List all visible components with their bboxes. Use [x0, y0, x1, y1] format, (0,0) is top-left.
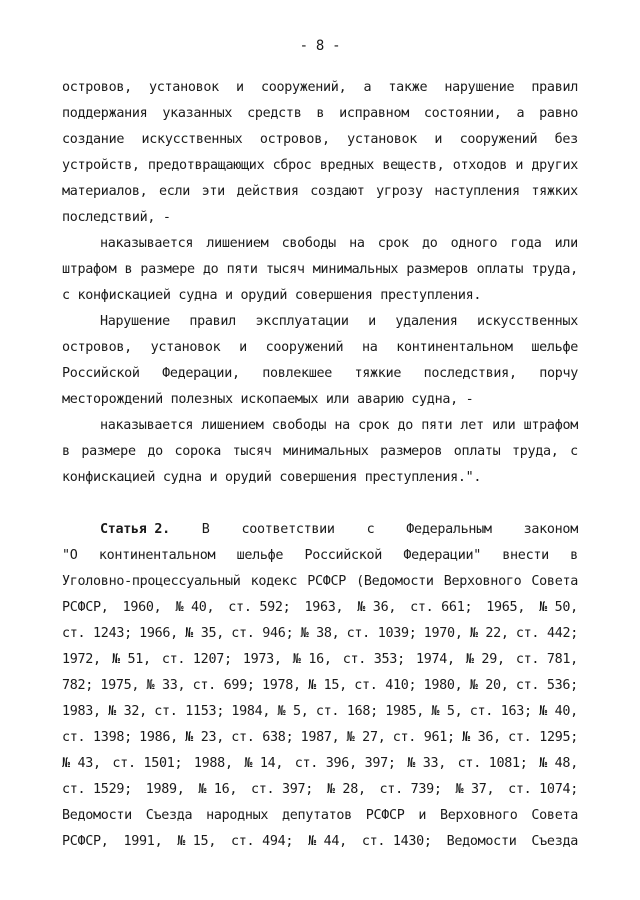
text-word: Федеральным	[406, 522, 492, 537]
text-line	[62, 364, 578, 384]
text-word: № 44,	[308, 834, 347, 849]
text-word: В	[201, 522, 210, 537]
text-word: до	[421, 236, 438, 251]
text-word: ст. 1074;	[508, 782, 578, 797]
text-word: ст. 946;	[231, 626, 294, 641]
text-word: порчу	[539, 366, 578, 381]
text-word: установок	[150, 340, 221, 355]
text-word: предотвращающих	[147, 158, 265, 173]
text-word: Федерации"	[403, 548, 481, 563]
text-word: на	[361, 340, 378, 355]
text-line	[100, 520, 578, 540]
text-word: тысяч	[232, 444, 272, 459]
text-word: и	[434, 132, 443, 147]
text-word: вредных	[319, 158, 375, 173]
text-word: № 16,	[292, 652, 332, 667]
text-line	[100, 312, 578, 332]
text-word: наказывается	[100, 236, 194, 251]
text-word: № 50,	[539, 600, 578, 615]
text-line	[62, 806, 578, 826]
text-word: размере	[81, 444, 136, 459]
text-word: тяжких	[531, 184, 578, 199]
text-word: одного	[450, 236, 498, 251]
text-word: установок	[347, 132, 417, 147]
text-word: народных	[206, 808, 269, 823]
text-word: № 40,	[539, 704, 578, 719]
text-word: Съезда	[145, 808, 193, 823]
text-word: лет	[460, 418, 484, 433]
text-word: в	[316, 106, 325, 121]
text-word: 1980,	[423, 678, 463, 693]
text-word: создают	[310, 184, 365, 199]
text-word: № 27,	[346, 730, 386, 745]
text-word: № 5,	[277, 704, 309, 719]
text-line	[62, 832, 578, 852]
text-word: шельфе	[531, 340, 578, 355]
text-word: и	[368, 314, 376, 329]
text-word: (Ведомости	[356, 574, 434, 589]
text-word: № 40,	[175, 600, 215, 615]
text-word: № 20,	[469, 678, 509, 693]
text-word: 1983,	[62, 704, 101, 719]
text-word: Верховного	[443, 574, 522, 589]
text-word: искусственных	[477, 314, 578, 329]
text-word: минимальных	[312, 262, 399, 277]
text-word: размеров	[406, 262, 469, 277]
text-word: ст. 781,	[515, 652, 578, 667]
text-word: до	[397, 418, 413, 433]
text-word: и	[236, 80, 244, 95]
text-word: сброс	[272, 158, 312, 173]
text-line	[62, 676, 578, 696]
text-word: № 35,	[185, 626, 224, 641]
text-word: равно	[539, 106, 578, 121]
text-word: с	[366, 522, 375, 537]
text-word: Верховного	[439, 808, 518, 823]
text-word: 1960,	[122, 600, 162, 615]
text-word: Федерации,	[162, 366, 240, 381]
text-line	[62, 130, 578, 150]
text-word: труда,	[531, 262, 578, 277]
text-word: в	[570, 548, 578, 563]
text-word: и	[418, 808, 427, 823]
text-word: создание	[62, 132, 125, 147]
text-word: поддержания	[62, 106, 148, 121]
text-word: средств	[247, 106, 302, 121]
article-heading: Статья 2.	[100, 522, 170, 537]
page-number: - 8 -	[299, 38, 341, 54]
text-word: последствия,	[423, 366, 517, 381]
text-word: 1970,	[423, 626, 463, 641]
text-line	[100, 234, 578, 254]
text-word: конфискацией судна и орудий совершения преступления.".	[62, 470, 482, 485]
text-word: № 29,	[465, 652, 505, 667]
text-word: искусственных	[141, 132, 243, 147]
text-word: наказывается	[100, 418, 194, 433]
text-word: и	[515, 158, 524, 173]
text-line	[100, 416, 578, 436]
text-word: ст. 1295;	[508, 730, 578, 745]
text-word: законом	[523, 522, 578, 537]
text-word: 1963,	[304, 600, 344, 615]
text-line	[62, 390, 473, 410]
text-line	[62, 338, 578, 358]
text-word: свободы	[271, 418, 327, 433]
text-word: континентальном	[98, 548, 216, 563]
text-line	[62, 468, 481, 488]
text-word: лишением	[206, 236, 269, 251]
text-word: оплаты	[453, 444, 501, 459]
text-line	[62, 650, 578, 670]
text-word: минимальных	[283, 444, 369, 459]
text-word: указанных	[162, 106, 233, 121]
text-word: действия	[236, 184, 299, 199]
text-word: эксплуатации	[255, 314, 349, 329]
text-line	[62, 572, 578, 592]
text-word: ст. 353;	[342, 652, 405, 667]
text-word: сооружений	[265, 340, 344, 355]
text-word: ст. 1398;	[62, 730, 132, 745]
text-word: ст. 1039;	[346, 626, 417, 641]
text-word: до	[202, 262, 219, 277]
text-word: правил	[189, 314, 236, 329]
text-word: 1975,	[100, 678, 140, 693]
text-word: ст. 661;	[410, 600, 473, 615]
text-word: материалов,	[62, 184, 148, 199]
text-line	[62, 598, 578, 618]
text-word: соответствии	[241, 522, 335, 537]
text-line	[62, 208, 171, 228]
text-line	[62, 624, 578, 644]
text-word: последствий, -	[62, 210, 171, 225]
text-word: Совета	[531, 808, 578, 823]
text-line	[62, 78, 578, 98]
text-word: наступления	[434, 184, 520, 199]
text-word: РСФСР,	[62, 600, 109, 615]
text-word: № 48,	[539, 756, 578, 771]
text-word: Нарушение	[100, 314, 170, 329]
text-word: РСФСР	[365, 808, 405, 823]
text-word: ст. 1430;	[361, 834, 432, 849]
text-word: веществ,	[382, 158, 445, 173]
text-word: а	[516, 106, 525, 121]
text-word: пяти	[226, 262, 258, 277]
text-word: труда,	[511, 444, 559, 459]
text-word: 782;	[62, 678, 94, 693]
text-word: 1987,	[300, 730, 340, 745]
text-word: если	[158, 184, 191, 199]
text-word: островов,	[62, 80, 132, 95]
text-word: ст. 592;	[228, 600, 291, 615]
text-word: ст. 396, 397;	[294, 756, 396, 771]
text-word: 1985,	[385, 704, 425, 719]
text-word: ст. 168;	[315, 704, 378, 719]
text-word: с	[570, 444, 578, 459]
text-word: угрозу	[376, 184, 423, 199]
text-word: ст. 442;	[515, 626, 578, 641]
text-word: ст. 1153;	[154, 704, 225, 719]
text-word: № 5,	[431, 704, 463, 719]
text-word: состоянии,	[423, 106, 502, 121]
text-word: тяжкие	[354, 366, 402, 381]
text-word: № 15,	[177, 834, 217, 849]
text-word: срок	[377, 236, 409, 251]
text-word: срок	[358, 418, 390, 433]
text-word: на	[349, 236, 365, 251]
text-word: 1978,	[261, 678, 301, 693]
text-line	[62, 728, 578, 748]
text-line	[62, 286, 481, 306]
text-line	[62, 754, 578, 774]
text-word: Ведомости	[446, 834, 517, 849]
text-word: исправном	[339, 106, 409, 121]
text-word: 1989,	[145, 782, 185, 797]
text-word: 1974,	[415, 652, 455, 667]
text-word: континентальном	[396, 340, 513, 355]
text-word: ст. 739;	[379, 782, 442, 797]
text-line	[62, 780, 578, 800]
text-word: оплаты	[476, 262, 524, 277]
text-word: или	[554, 236, 578, 251]
text-word: правил	[531, 80, 578, 95]
text-line	[62, 156, 578, 176]
text-word: ст. 494;	[231, 834, 294, 849]
text-word: Российской	[304, 548, 383, 563]
text-line	[62, 104, 578, 124]
text-word: № 37,	[455, 782, 495, 797]
text-word: свободы	[281, 236, 336, 251]
text-word: Уголовно-процессуальный	[62, 574, 241, 589]
text-word: кодекс	[250, 574, 298, 589]
text-word: 1991,	[123, 834, 163, 849]
text-line	[62, 702, 578, 722]
text-word: повлекшее	[262, 366, 333, 381]
text-word: ст. 397;	[250, 782, 314, 797]
text-word: 1965,	[486, 600, 526, 615]
text-word: эти	[201, 184, 225, 199]
text-word: года	[510, 236, 542, 251]
text-word: № 38,	[300, 626, 340, 641]
text-word: размеров	[380, 444, 443, 459]
text-word: тысяч	[265, 262, 305, 277]
text-word: ст. 1243;	[62, 626, 132, 641]
text-word: РСФСР	[307, 574, 347, 589]
text-word: № 14,	[244, 756, 284, 771]
text-word: ст. 638;	[231, 730, 294, 745]
text-word: "О	[62, 548, 78, 563]
text-word: ст. 1207;	[161, 652, 232, 667]
text-word: ст. 961;	[392, 730, 455, 745]
text-word: 1986,	[139, 730, 178, 745]
text-word: № 15,	[308, 678, 347, 693]
text-word: а	[363, 80, 372, 95]
text-word: ст. 410;	[354, 678, 417, 693]
text-line	[62, 442, 578, 462]
text-word: № 51,	[111, 652, 151, 667]
text-word: и	[239, 340, 247, 355]
text-word: № 16,	[198, 782, 238, 797]
text-word: в	[124, 262, 133, 277]
text-word: ст. 163;	[469, 704, 532, 719]
text-word: без	[554, 132, 578, 147]
text-word: установок	[149, 80, 219, 95]
text-word: отходов	[452, 158, 508, 173]
text-word: сорока	[174, 444, 222, 459]
text-word: Российской	[62, 366, 140, 381]
text-word: № 33,	[146, 678, 186, 693]
text-word: шельфе	[236, 548, 284, 563]
text-word: 1966,	[139, 626, 178, 641]
text-word: Ведомости	[62, 808, 132, 823]
text-word: 1972,	[62, 652, 101, 667]
text-word: 1984,	[231, 704, 271, 719]
text-word: № 32,	[108, 704, 147, 719]
text-word: других	[531, 158, 578, 173]
text-word: месторождений полезных ископаемых или аварию судна, -	[62, 392, 474, 407]
text-word: 1973,	[242, 652, 282, 667]
text-word: островов,	[62, 340, 132, 355]
text-word: удаления	[395, 314, 458, 329]
text-word: пяти	[421, 418, 453, 433]
text-word: № 43,	[62, 756, 101, 771]
text-word: в	[62, 444, 70, 459]
text-word: ст. 1529;	[62, 782, 132, 797]
text-word: РСФСР,	[62, 834, 109, 849]
text-word: ст. 536;	[515, 678, 578, 693]
text-line	[62, 546, 578, 566]
text-word: устройств,	[62, 158, 140, 173]
text-word: внести	[502, 548, 549, 563]
text-line	[62, 260, 578, 280]
text-word: № 28,	[326, 782, 366, 797]
text-word: нарушение	[444, 80, 515, 95]
text-word: Совета	[531, 574, 578, 589]
text-word: или	[492, 418, 516, 433]
text-word: лишением	[201, 418, 264, 433]
text-word: также	[388, 80, 428, 95]
text-word: штрафом	[523, 418, 578, 433]
text-word: депутатов	[282, 808, 352, 823]
text-word: ст. 699;	[192, 678, 255, 693]
text-word: Съезда	[531, 834, 578, 849]
text-word: размере	[140, 262, 195, 277]
text-word: до	[147, 444, 163, 459]
text-word: № 23,	[185, 730, 224, 745]
text-line	[62, 182, 578, 202]
text-word: сооружений,	[260, 80, 347, 95]
text-word: ст. 1081;	[457, 756, 528, 771]
text-word: № 22,	[469, 626, 509, 641]
text-word: островов,	[259, 132, 330, 147]
text-word: штрафом	[62, 262, 117, 277]
text-word: на	[334, 418, 350, 433]
text-word: с конфискацией судна и орудий совершения преступления.	[62, 288, 482, 303]
text-word: ст. 1501;	[112, 756, 183, 771]
text-word: № 36,	[462, 730, 501, 745]
text-word: № 36,	[357, 600, 397, 615]
text-word: 1988,	[193, 756, 233, 771]
text-word: сооружений	[459, 132, 538, 147]
text-word: № 33,	[407, 756, 447, 771]
